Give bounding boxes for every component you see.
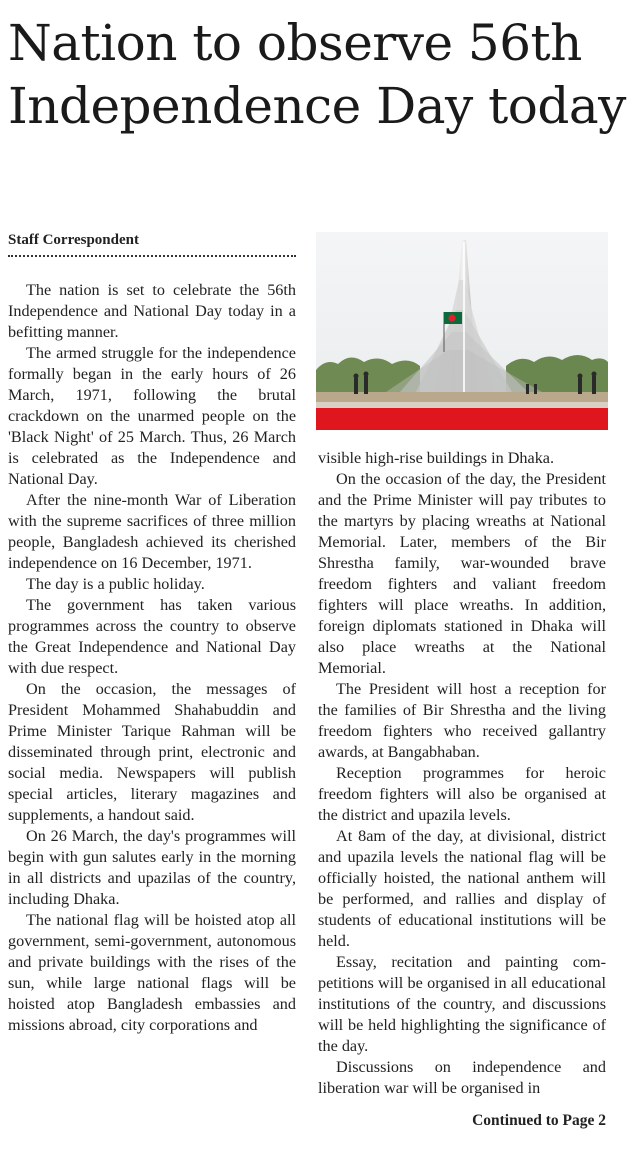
- article-paragraph: Discussions on independence and liberation war will be organised in: [318, 1058, 606, 1097]
- article-paragraph: Essay, recitation and painting competitions will be organised in all educational institutions of the country, and discussions will be held highlighting the significance of the day.: [318, 953, 606, 1055]
- article-paragraph: The armed struggle for the independence formally began in the early hours of 26 March, 1971, following the brutal crackdown on the unarmed people on the 'Black Night' of 25 March. Thus, 26 March is celebrated as the Independence and National Day.: [8, 344, 296, 488]
- article-paragraph: The day is a public holiday.: [26, 575, 205, 593]
- article-column-1: [8, 280, 296, 1036]
- memorial-illustration: [316, 232, 608, 430]
- fence-rail: [316, 402, 608, 408]
- article-paragraph: visible high-rise buildings in Dhaka.: [318, 449, 555, 467]
- article-paragraph: The government has taken various programmes across the country to observe the Great Independence and National Day with due respect.: [8, 596, 296, 677]
- article-paragraph: At 8am of the day, at divisional, district and upazila levels the national flag will be officially hoisted, the national anthem will be performed, and rallies and display of students of educational institutions will be held.: [318, 827, 606, 950]
- continued-to-page[interactable]: Continued to Page 2: [472, 1112, 606, 1129]
- article-column-2: [318, 448, 606, 1099]
- memorial-photo: [316, 232, 608, 430]
- article-paragraph: The President will host a reception for the families of Bir Shrestha and the living freedom fighters who received gallantry awards, at Bangabhaban.: [318, 680, 606, 761]
- article-paragraph: On the occasion of the day, the President and the Prime Minister will pay tributes to the martyrs by placing wreaths at National Memorial. Later, members of the Bir Shrestha family, war-wounded brave freedom fighters and valiant freedom fighters will place wreaths. In addition, foreign diplomats stationed in Dhaka will also place wreaths at the National Memorial.: [318, 470, 606, 677]
- byline: Staff Correspondent: [8, 232, 296, 257]
- article-paragraph: On the occasion, the messages of President Mohammed Shahabuddin and Prime Minister Tarique Rahman will be disseminated through print, electronic and social media. Newspapers will publish special articles, literary magazines and supplements, a handout said.: [8, 680, 296, 824]
- article-paragraph: On 26 March, the day's programmes will begin with gun salutes early in the morning in all districts and upazilas of the country, including Dhaka.: [8, 827, 296, 908]
- article-paragraph: Reception programmes for heroic freedom fighters will also be organised at the district and upazila levels.: [318, 764, 606, 824]
- article-paragraph: After the nine-month War of Liberation with the supreme sacrifices of three million people, Bangladesh achieved its cherished independence on 16 December, 1971.: [8, 491, 296, 572]
- article-paragraph: The nation is set to celebrate the 56th Independence and National Day today in a befitting manner.: [8, 281, 296, 341]
- red-fence: [316, 408, 608, 430]
- headline: Nation to observe 56th Independence Day today: [8, 14, 626, 135]
- article-paragraph: The national flag will be hoisted atop all government, semi-government, autonomous and private buildings with the rises of the sun, while large national flags will be hoisted atop Bangladesh embassies and missions abroad, city corporations and: [8, 911, 296, 1034]
